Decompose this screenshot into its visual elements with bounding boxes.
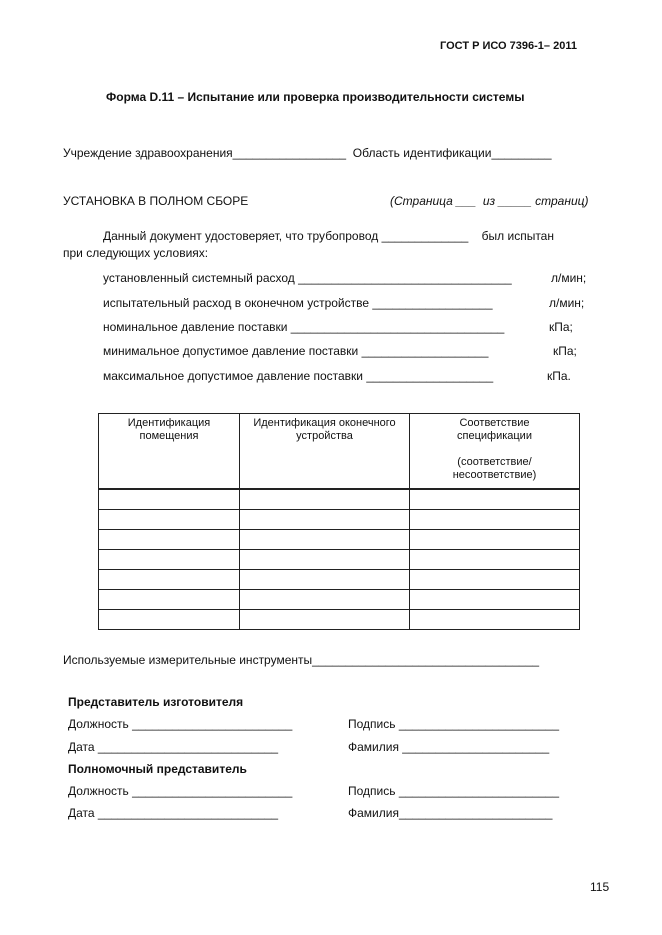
instruments-line: Используемые измерительные инструменты__________________________________ xyxy=(63,653,540,667)
header-line: Идентификация оконечного xyxy=(253,417,396,429)
table-cell[interactable] xyxy=(240,570,410,590)
table-row xyxy=(99,610,580,630)
table-row xyxy=(99,570,580,590)
header-line: устройства xyxy=(296,430,353,442)
table-row xyxy=(99,510,580,530)
table-cell[interactable] xyxy=(240,590,410,610)
table-cell[interactable] xyxy=(240,510,410,530)
manufacturer-surname-field[interactable]: Фамилия ______________________ xyxy=(348,740,550,754)
manufacturer-heading: Представитель изготовителя xyxy=(68,695,244,709)
header-room-id xyxy=(99,414,240,490)
condition-unit: л/мин; xyxy=(551,271,587,285)
table-row xyxy=(99,530,580,550)
table-cell[interactable] xyxy=(99,510,240,530)
table-cell[interactable] xyxy=(410,570,580,590)
page-number: 115 xyxy=(590,880,610,894)
condition-unit: л/мин; xyxy=(549,296,585,310)
section-heading: УСТАНОВКА В ПОЛНОМ СБОРЕ xyxy=(63,194,249,208)
authorized-date-field[interactable]: Дата ___________________________ xyxy=(68,806,279,820)
table-cell[interactable] xyxy=(99,550,240,570)
table-cell[interactable] xyxy=(99,570,240,590)
authorized-heading: Полномочный представитель xyxy=(68,762,247,776)
header-compliance xyxy=(410,414,580,490)
condition-label: номинальное давление поставки ________________________________ xyxy=(103,320,505,334)
table-cell[interactable] xyxy=(410,610,580,630)
header-line: Идентификация xyxy=(127,417,211,429)
header-line: Соответствие xyxy=(459,417,530,429)
table-cell[interactable] xyxy=(240,530,410,550)
table-row xyxy=(99,489,580,510)
header-line: помещения xyxy=(139,430,199,442)
header-terminal-id xyxy=(240,414,410,490)
manufacturer-date-field[interactable]: Дата ___________________________ xyxy=(68,740,279,754)
condition-label: минимальное допустимое давление поставки ___________________ xyxy=(103,344,489,358)
table-cell[interactable] xyxy=(240,610,410,630)
authorized-position-field[interactable]: Должность ________________________ xyxy=(68,784,293,798)
table-cell[interactable] xyxy=(410,489,580,510)
condition-unit: кПа; xyxy=(549,320,573,334)
table-cell[interactable] xyxy=(240,489,410,510)
standard-header: ГОСТ Р ИСО 7396-1– 2011 xyxy=(440,40,577,52)
table-cell[interactable] xyxy=(99,590,240,610)
header-line: спецификации xyxy=(457,430,532,442)
table-cell[interactable] xyxy=(410,530,580,550)
condition-label: испытательный расход в оконечном устройстве __________________ xyxy=(103,296,493,310)
table-row xyxy=(99,550,580,570)
table-cell[interactable] xyxy=(99,530,240,550)
table-cell[interactable] xyxy=(410,590,580,610)
intro-line-1: Данный документ удостоверяет, что трубопровод _____________ был испытан xyxy=(103,229,554,243)
condition-label: максимальное допустимое давление поставки ___________________ xyxy=(103,369,494,383)
table-cell[interactable] xyxy=(410,550,580,570)
table-row xyxy=(99,590,580,610)
authorized-surname-field[interactable]: Фамилия_______________________ xyxy=(348,806,553,820)
header-line: (соответствие/ xyxy=(457,456,532,468)
condition-label: установленный системный расход ________________________________ xyxy=(103,271,512,285)
authorized-signature-field[interactable]: Подпись ________________________ xyxy=(348,784,559,798)
table-cell[interactable] xyxy=(410,510,580,530)
results-table xyxy=(98,413,580,630)
intro-line-2: при следующих условиях: xyxy=(63,246,209,260)
condition-unit: кПа; xyxy=(553,344,577,358)
institution-line: Учреждение здравоохранения_________________ Область идентификации_________ xyxy=(63,146,552,160)
manufacturer-signature-field[interactable]: Подпись ________________________ xyxy=(348,717,559,731)
form-title: Форма D.11 – Испытание или проверка производительности системы xyxy=(106,90,525,104)
header-line: несоответствие) xyxy=(452,469,537,481)
table-header-row xyxy=(99,414,580,490)
table-cell[interactable] xyxy=(240,550,410,570)
table-cell[interactable] xyxy=(99,489,240,510)
table-cell[interactable] xyxy=(99,610,240,630)
condition-unit: кПа. xyxy=(547,369,571,383)
manufacturer-position-field[interactable]: Должность ________________________ xyxy=(68,717,293,731)
page-reference: (Страница ___ из _____ страниц) xyxy=(390,194,589,208)
